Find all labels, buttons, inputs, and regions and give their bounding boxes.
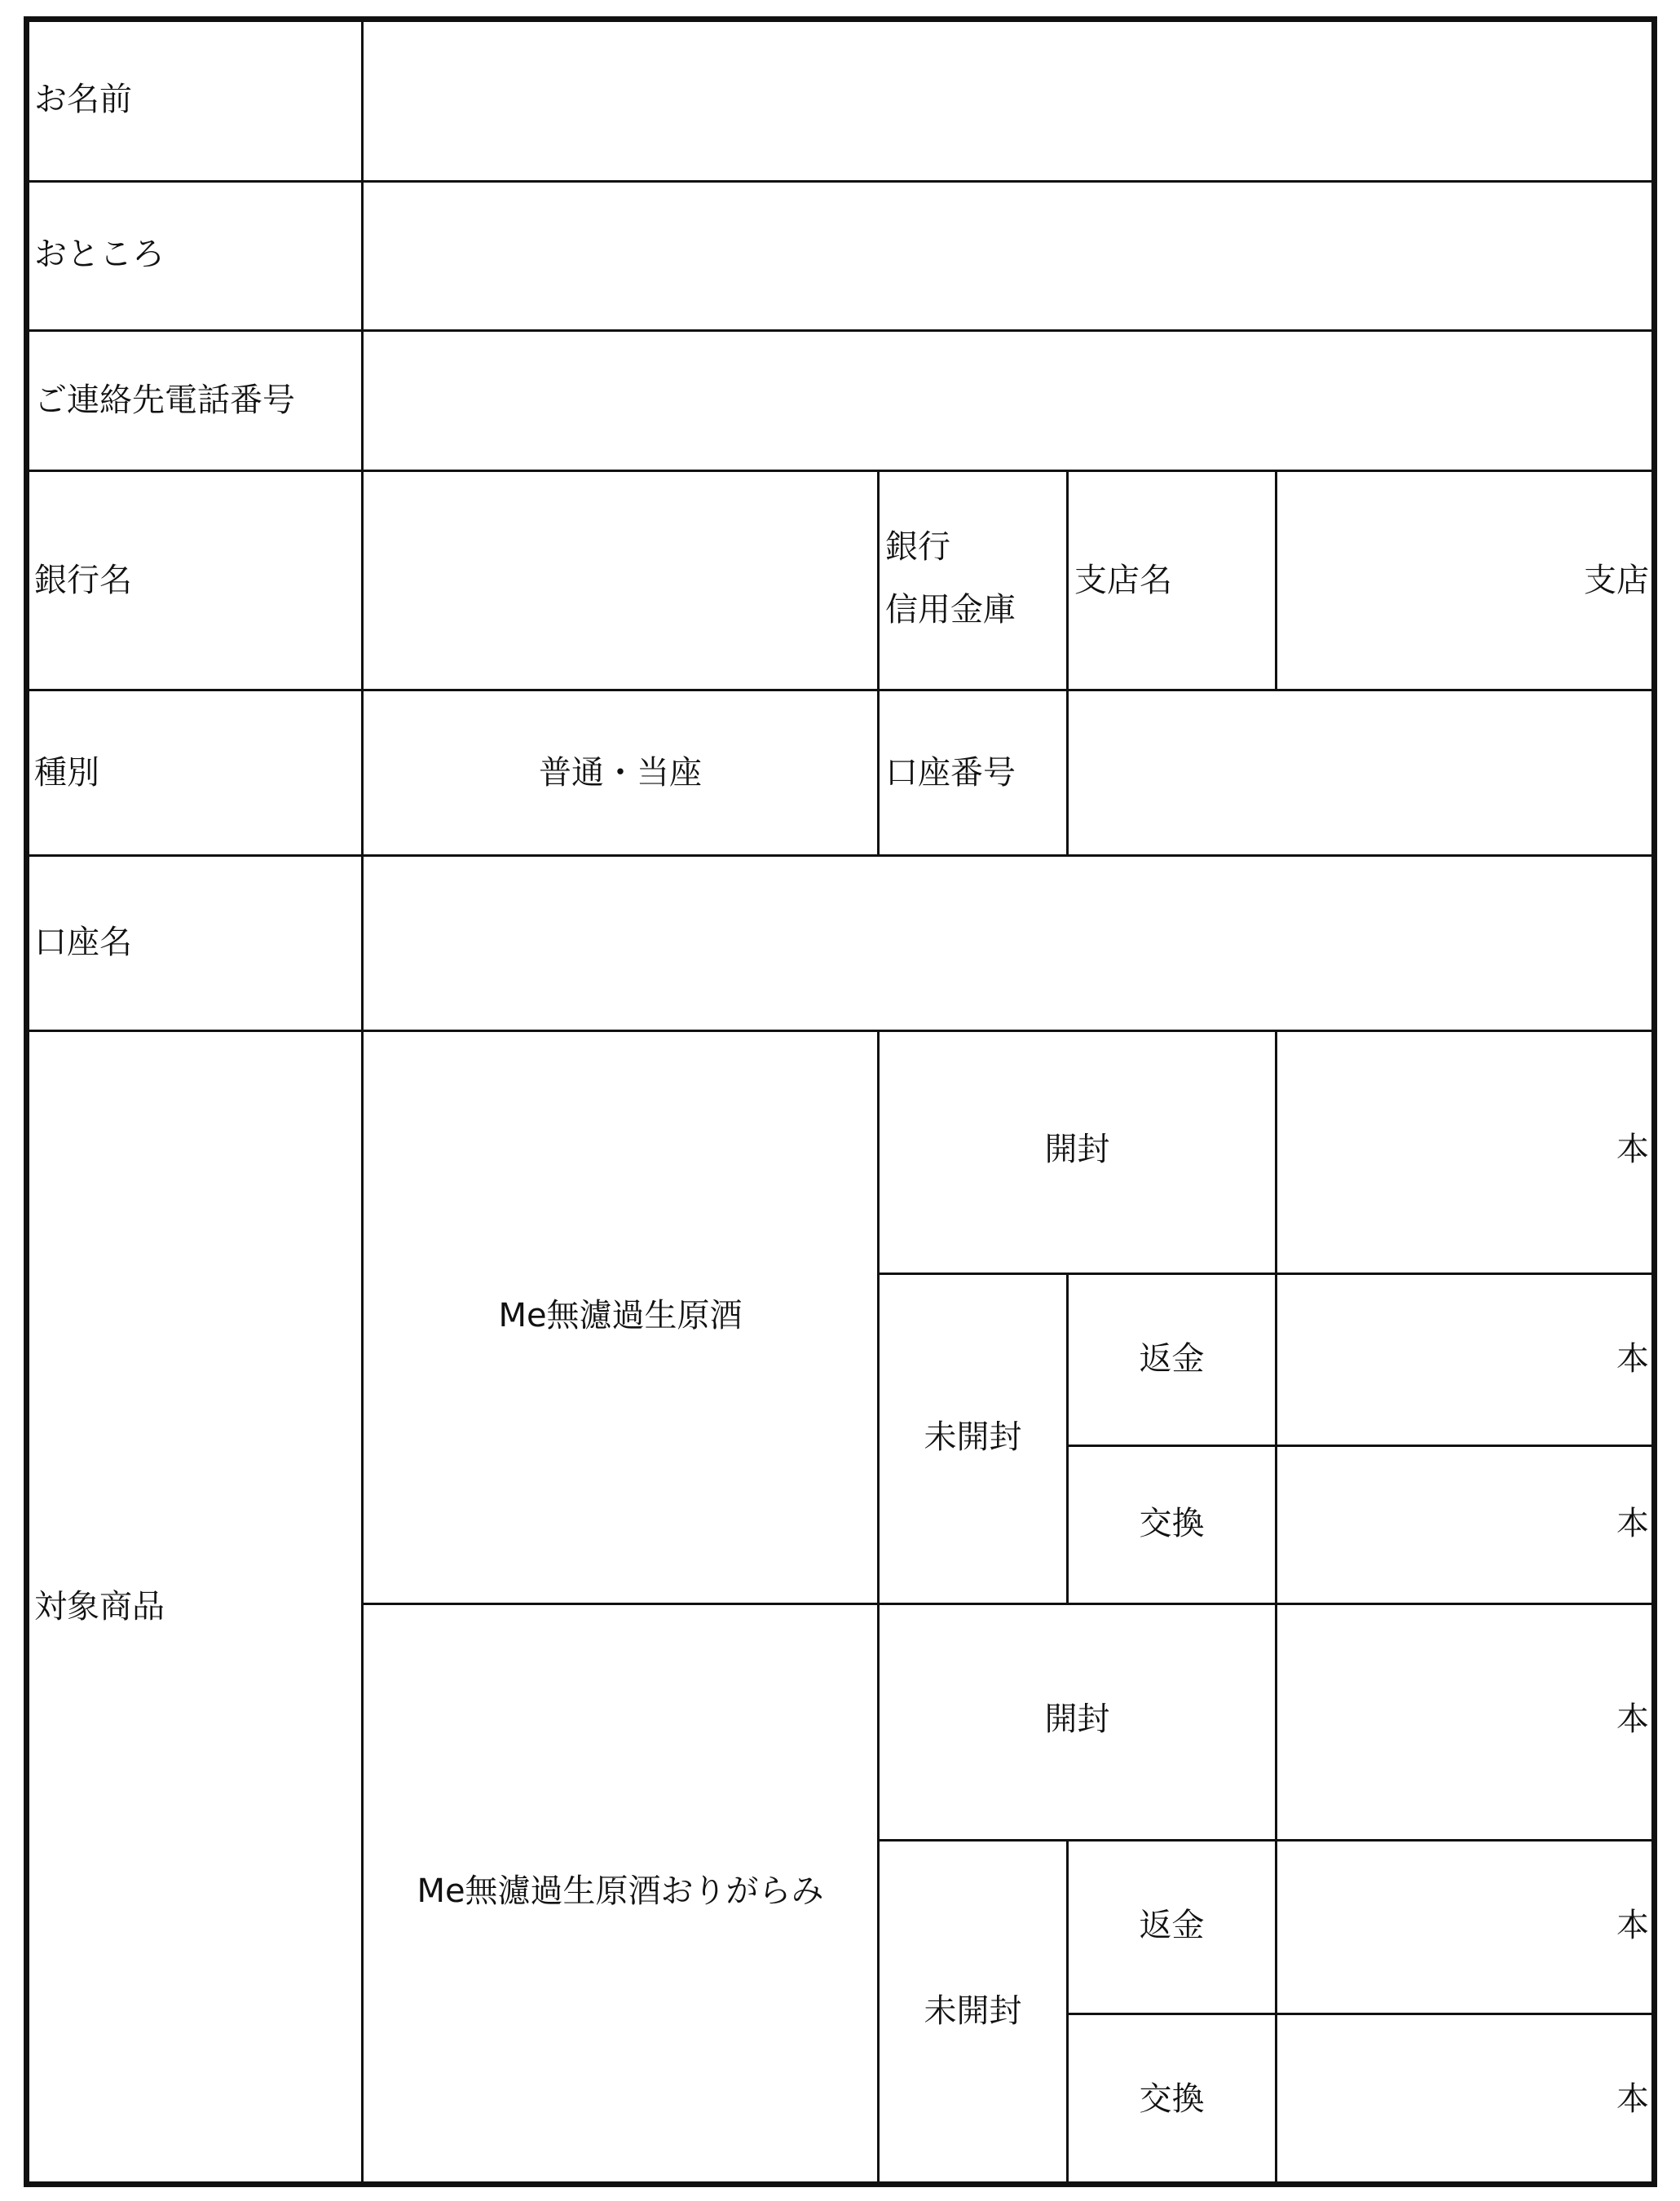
- account-number-label: 口座番号: [885, 754, 1016, 792]
- bank-type-label-line2: 信用金庫: [885, 591, 1016, 629]
- product-1-exchange-label: 交換: [1139, 1505, 1205, 1542]
- column-divider: [877, 470, 880, 855]
- product-2-unopened-label: 未開封: [924, 1992, 1022, 2030]
- name-field[interactable]: [364, 22, 1652, 180]
- product-2-refund-unit: 本: [1616, 1907, 1649, 1944]
- product-1-refund-unit: 本: [1616, 1340, 1649, 1378]
- address-field[interactable]: [364, 183, 1652, 329]
- column-divider: [1066, 1840, 1069, 2184]
- phone-field[interactable]: [364, 332, 1652, 470]
- product-2-opened-unit: 本: [1616, 1700, 1649, 1738]
- bank-type-label-line1: 銀行: [885, 528, 950, 566]
- product-1-exchange-unit: 本: [1616, 1505, 1649, 1542]
- product-2-exchange-unit: 本: [1616, 2080, 1649, 2118]
- product-2-exchange-label: 交換: [1139, 2080, 1205, 2118]
- product-1-opened-label: 開封: [1044, 1131, 1110, 1168]
- branch-name-label: 支店名: [1074, 562, 1172, 599]
- account-type-label: 種別: [34, 754, 99, 792]
- row-divider: [26, 689, 1655, 691]
- product-1-name: Me無濾過生原酒: [498, 1297, 743, 1334]
- name-label: お名前: [34, 81, 132, 118]
- product-2-name: Me無濾過生原酒おりがらみ: [417, 1872, 824, 1910]
- column-divider: [1066, 1273, 1069, 1603]
- account-name-field[interactable]: [364, 857, 1652, 1030]
- product-2-refund-label: 返金: [1139, 1907, 1205, 1944]
- bank-name-field[interactable]: [364, 472, 877, 689]
- account-number-field[interactable]: [1069, 694, 1652, 854]
- product-1-opened-unit: 本: [1616, 1131, 1649, 1168]
- account-type-options[interactable]: 普通・当座: [539, 754, 702, 792]
- phone-label: ご連絡先電話番号: [34, 382, 295, 419]
- product-1-unopened-label: 未開封: [924, 1418, 1022, 1456]
- account-name-label: 口座名: [34, 924, 132, 961]
- branch-suffix: 支店: [1584, 562, 1649, 599]
- product-2-opened-label: 開封: [1044, 1700, 1110, 1738]
- address-label: おところ: [34, 236, 165, 273]
- bank-name-label: 銀行名: [34, 562, 132, 599]
- product-1-refund-label: 返金: [1139, 1340, 1205, 1378]
- target-products-label: 対象商品: [34, 1588, 165, 1625]
